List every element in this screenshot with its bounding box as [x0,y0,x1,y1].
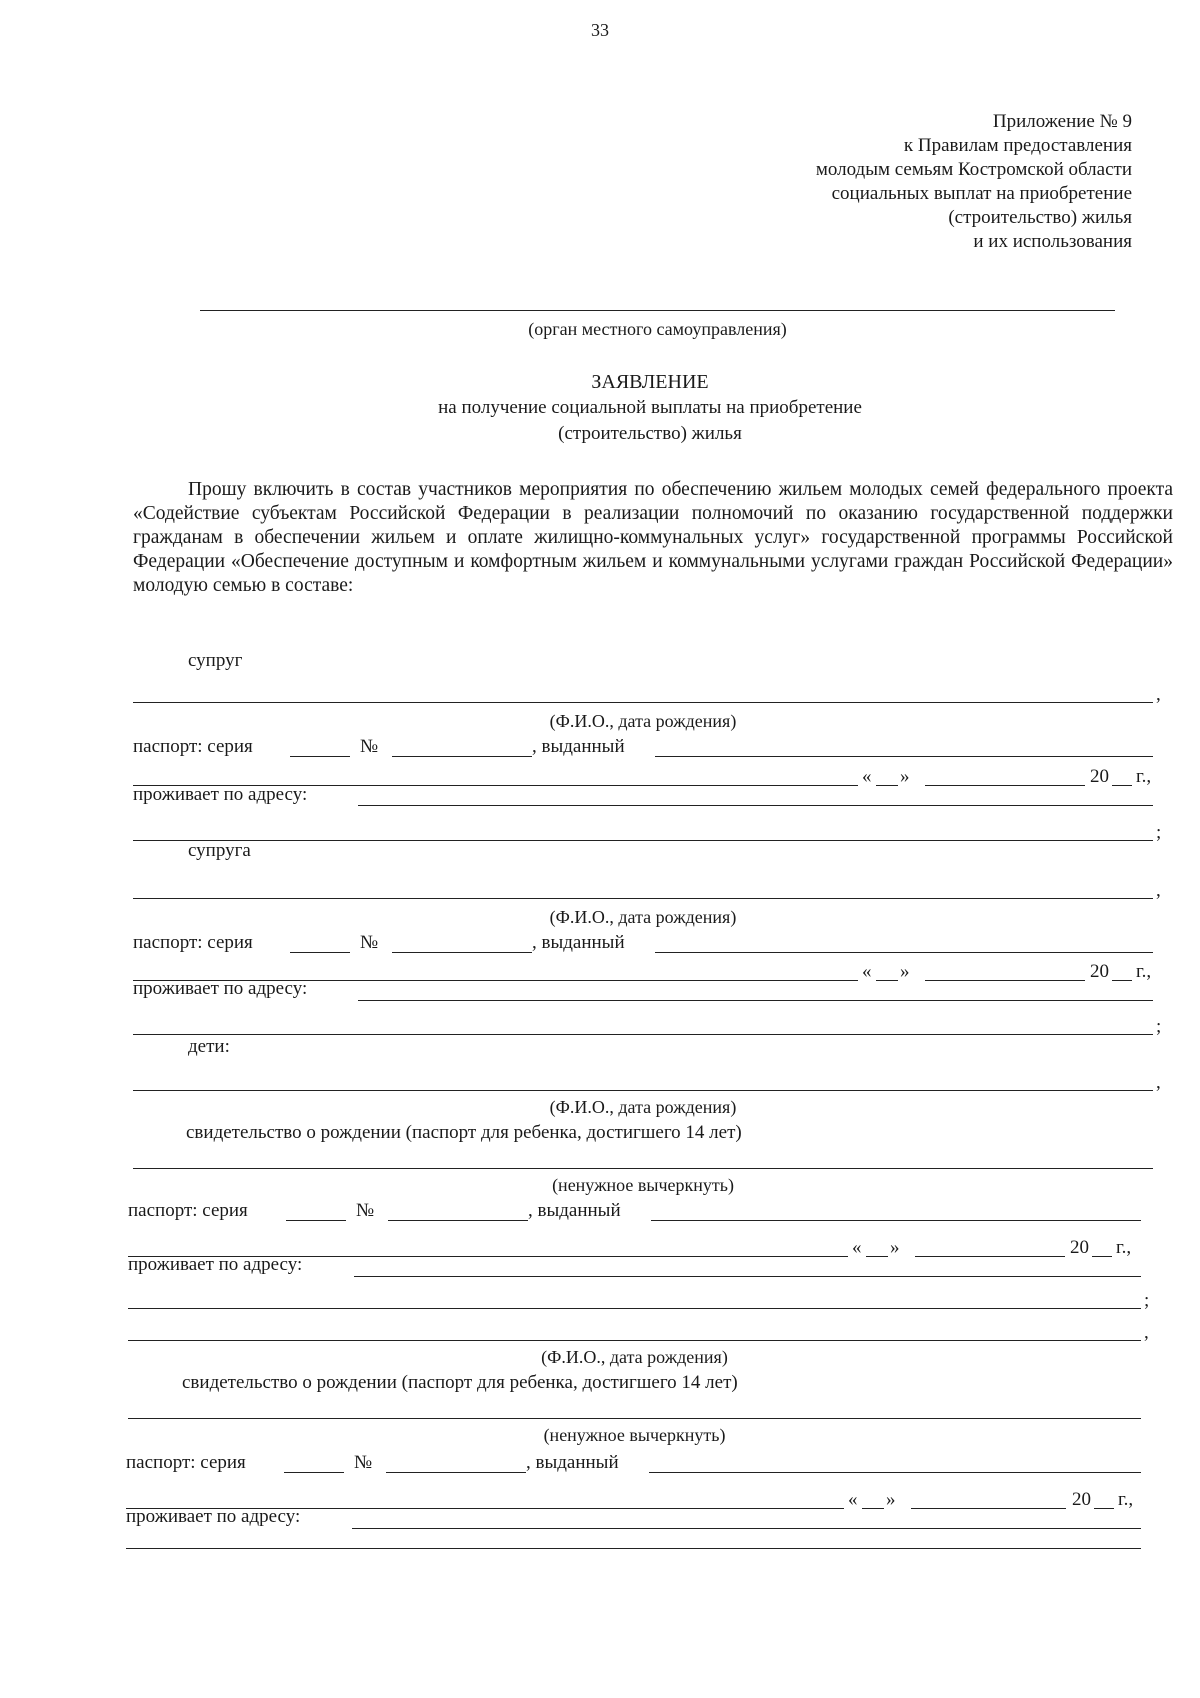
issue-year-field[interactable] [1094,1508,1114,1509]
children-label: дети: [188,1036,230,1057]
address-label: проживает по адресу: [128,1254,303,1275]
issued-label: , выданный [532,932,625,953]
passport-series-label: паспорт: серия [126,1452,246,1473]
issue-month-field[interactable] [911,1508,1066,1509]
address-label: проживает по адресу: [133,784,308,805]
passport-number-field[interactable] [388,1220,528,1221]
passport-series-field[interactable] [286,1220,346,1221]
comma: , [1156,880,1161,901]
issue-year-field[interactable] [1112,785,1132,786]
address-field[interactable] [358,1000,1153,1001]
issue-day-field[interactable] [862,1508,884,1509]
year-suffix: г., [1116,1237,1132,1258]
issue-day-field[interactable] [866,1256,888,1257]
appendix-line: к Правилам предоставления [903,135,1132,156]
number-sign: № [360,932,379,953]
issued-by-field[interactable] [649,1472,1141,1473]
year-prefix: 20 [1072,1489,1091,1510]
spouse-m-label: супруг [188,650,243,671]
fio-caption: (Ф.И.О., дата рождения) [541,1347,728,1367]
issued-by-field[interactable] [655,952,1153,953]
authority-caption: (орган местного самоуправления) [528,319,787,339]
number-sign: № [360,736,379,757]
birth-cert-field[interactable] [133,1168,1153,1169]
address-field[interactable] [352,1528,1141,1529]
quote-open: « [862,961,872,982]
quote-close: » [900,766,910,787]
birth-cert-label: свидетельство о рождении (паспорт для ребенка, достигшего 14 лет) [186,1122,742,1143]
document-title: ЗАЯВЛЕНИЕ [591,371,709,393]
issued-by-field[interactable] [651,1220,1141,1221]
address-field[interactable] [354,1276,1141,1277]
issue-year-field[interactable] [1112,980,1132,981]
appendix-line: Приложение № 9 [992,111,1132,132]
comma: , [1156,1072,1161,1093]
address-field-2[interactable] [126,1548,1141,1549]
quote-close: » [890,1237,900,1258]
address-field-2[interactable] [128,1308,1141,1309]
issued-label: , выданный [526,1452,619,1473]
passport-series-field[interactable] [290,756,350,757]
birth-cert-field[interactable] [128,1418,1141,1419]
comma: , [1144,1322,1149,1343]
appendix-line: (строительство) жилья [948,207,1132,228]
passport-series-label: паспорт: серия [133,932,253,953]
passport-series-label: паспорт: серия [128,1200,248,1221]
address-field[interactable] [358,805,1153,806]
year-prefix: 20 [1090,766,1109,787]
birth-cert-label: свидетельство о рождении (паспорт для ребенка, достигшего 14 лет) [182,1372,738,1393]
quote-close: » [886,1489,896,1510]
fio-caption: (Ф.И.О., дата рождения) [549,711,737,731]
spouse-f-fio-line[interactable] [133,898,1153,899]
passport-number-field[interactable] [392,756,532,757]
issue-year-field[interactable] [1092,1256,1112,1257]
issue-month-field[interactable] [925,980,1085,981]
issue-month-field[interactable] [915,1256,1065,1257]
issued-by-field[interactable] [655,756,1153,757]
year-suffix: г., [1118,1489,1134,1510]
year-prefix: 20 [1090,961,1109,982]
appendix-header [612,110,1132,254]
document-subtitle: (строительство) жилья [558,423,742,444]
appendix-line: и их использования [973,231,1132,252]
issued-label: , выданный [532,736,625,757]
spouse-m-fio-line[interactable] [133,702,1153,703]
child-1-fio-line[interactable] [133,1090,1153,1091]
year-suffix: г., [1136,766,1152,787]
passport-series-label: паспорт: серия [133,736,253,757]
strike-caption: (ненужное вычеркнуть) [543,1425,726,1445]
issue-month-field[interactable] [925,785,1085,786]
issue-day-field[interactable] [876,785,898,786]
strike-caption: (ненужное вычеркнуть) [552,1175,734,1195]
page-number: 33 [591,20,609,40]
intro-text: Прошу включить в состав участников мероприятия по обеспечению жильем молодых семей федерального проекта «Содействие субъектам Российской Федерации в реализации полномочий по оказанию государственной поддержки гражданам в обеспечении жильем и оплате жилищно-коммунальных услуг» государственной программы Российской Федерации «Обеспечение доступным и комфортным жильем и коммунальными услугами граждан Российской Федерации» молодую семью в составе: [133,479,1173,596]
year-prefix: 20 [1070,1237,1089,1258]
quote-open: « [848,1489,858,1510]
number-sign: № [356,1200,375,1221]
quote-open: « [862,766,872,787]
semicolon: ; [1144,1290,1150,1311]
appendix-line: социальных выплат на приобретение [831,183,1132,204]
quote-close: » [900,961,910,982]
address-label: проживает по адресу: [126,1506,301,1527]
year-suffix: г., [1136,961,1152,982]
spouse-f-label: супруга [188,840,251,861]
passport-series-field[interactable] [284,1472,344,1473]
address-label: проживает по адресу: [133,978,308,999]
quote-open: « [852,1237,862,1258]
child-2-fio-line[interactable] [128,1340,1141,1341]
number-sign: № [354,1452,373,1473]
passport-number-field[interactable] [392,952,532,953]
issue-day-field[interactable] [876,980,898,981]
fio-caption: (Ф.И.О., дата рождения) [549,907,737,927]
intro-paragraph [133,478,1173,598]
address-field-2[interactable] [133,840,1153,841]
fio-caption: (Ф.И.О., дата рождения) [549,1097,737,1117]
semicolon: ; [1156,1016,1162,1037]
address-field-2[interactable] [133,1034,1153,1035]
appendix-line: молодым семьям Костромской области [815,159,1132,180]
issued-label: , выданный [528,1200,621,1221]
comma: , [1156,684,1161,705]
semicolon: ; [1156,822,1162,843]
passport-number-field[interactable] [386,1472,526,1473]
authority-line[interactable] [200,310,1115,311]
passport-series-field[interactable] [290,952,350,953]
document-subtitle: на получение социальной выплаты на приобретение [438,397,862,418]
